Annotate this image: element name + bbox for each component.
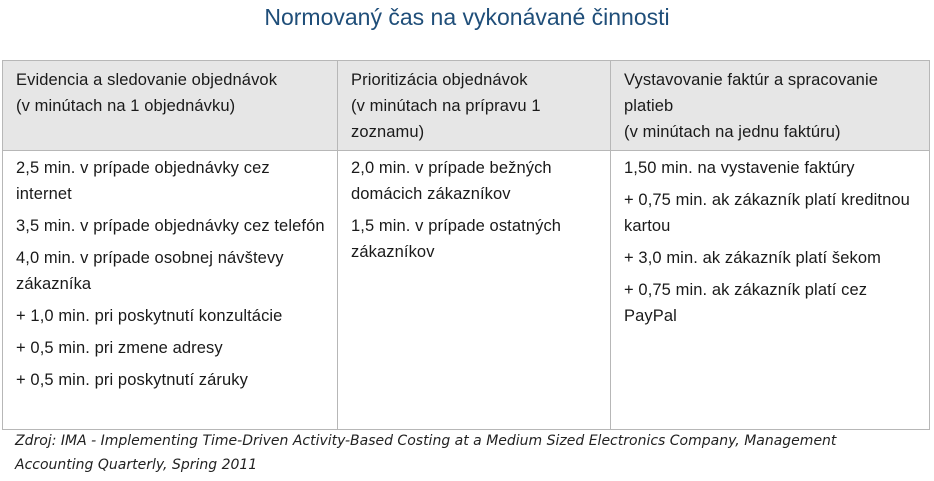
cell-invoicing-payments (611, 151, 930, 430)
header-line: Prioritizácia objednávok (351, 71, 528, 89)
header-line: zoznamu) (351, 123, 425, 141)
time-standards-table (2, 60, 930, 430)
header-line: (v minútach na prípravu 1 (351, 97, 541, 115)
list-item: 2,0 min. v prípade bežných domácich zákazníkov (351, 159, 552, 203)
header-order-prioritization (338, 61, 611, 151)
header-order-tracking (3, 61, 338, 151)
header-row (3, 61, 930, 151)
header-line: Evidencia a sledovanie objednávok (16, 71, 278, 89)
list-item: 4,0 min. v prípade osobnej návštevy zákazníka (16, 249, 284, 293)
list-item: + 0,5 min. pri zmene adresy (16, 339, 223, 357)
header-invoicing-payments (611, 61, 930, 151)
body-row (3, 151, 930, 430)
list-item: + 3,0 min. ak zákazník platí šekom (624, 249, 881, 267)
header-line: platieb (624, 97, 674, 115)
list-item: 2,5 min. v prípade objednávky cez internet (16, 159, 270, 203)
page-title: Normovaný čas na vykonávané činnosti (264, 4, 670, 30)
list-item: + 0,5 min. pri poskytnutí záruky (16, 371, 249, 389)
cell-order-prioritization (338, 151, 611, 430)
list-item: 1,50 min. na vystavenie faktúry (624, 159, 855, 177)
list-item: + 0,75 min. ak zákazník platí kreditnou kartou (624, 191, 910, 235)
list-item: 3,5 min. v prípade objednávky cez telefón (16, 217, 325, 235)
source-line: Accounting Quarterly, Spring 2011 (15, 457, 258, 473)
time-standards-table-container (2, 60, 929, 430)
cell-order-tracking (3, 151, 338, 430)
source-citation (15, 429, 915, 477)
header-line: Vystavovanie faktúr a spracovanie (624, 71, 878, 89)
list-item: 1,5 min. v prípade ostatných zákazníkov (351, 217, 562, 261)
header-line: (v minútach na jednu faktúru) (624, 123, 841, 141)
list-item: + 0,75 min. ak zákazník platí cez PayPal (624, 281, 868, 325)
header-line: (v minútach na 1 objednávku) (16, 97, 236, 115)
list-item: + 1,0 min. pri poskytnutí konzultácie (16, 307, 283, 325)
source-line: Zdroj: IMA - Implementing Time-Driven Activity-Based Costing at a Medium Sized Electronics Company, Management (15, 433, 837, 449)
